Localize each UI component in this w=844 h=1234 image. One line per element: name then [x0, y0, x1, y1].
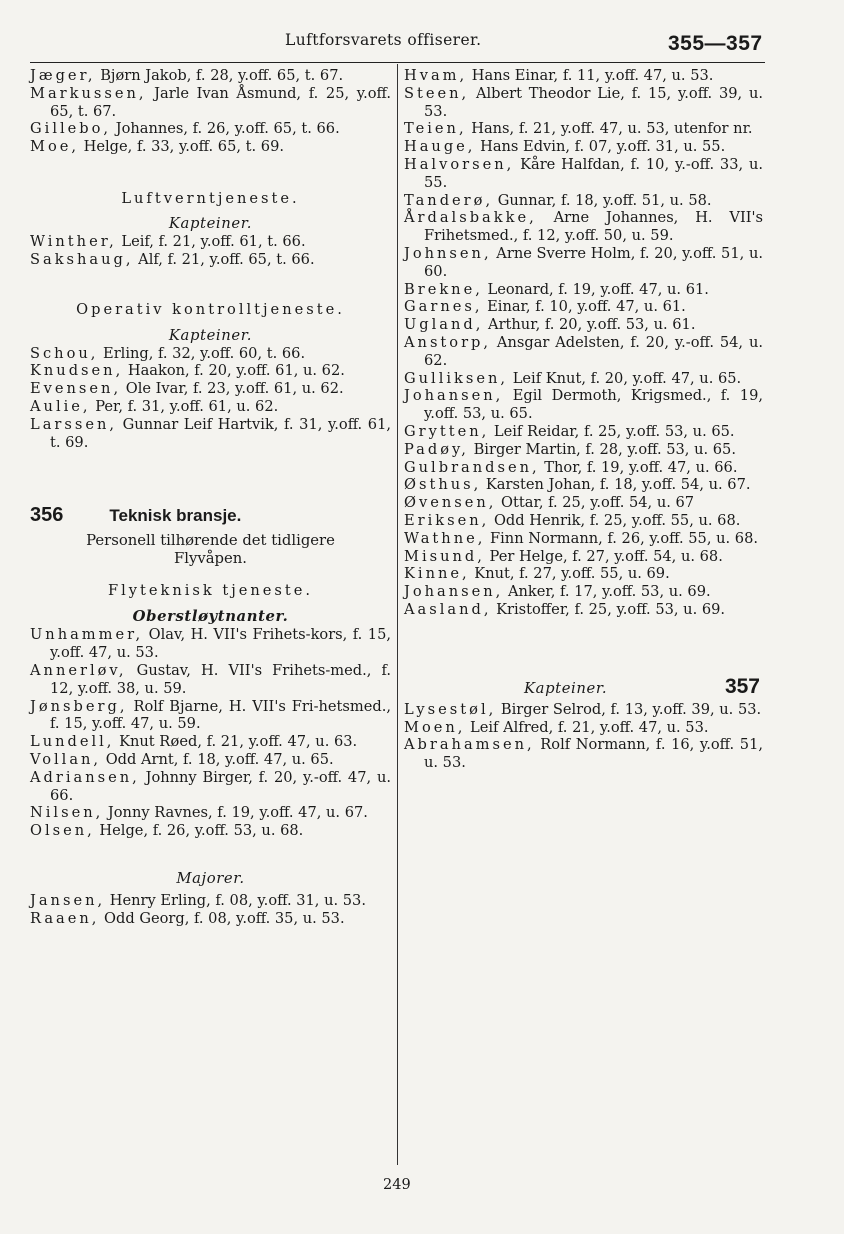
list-item: Jansen, Henry Erling, f. 08, y.off. 31, u. 53.: [30, 891, 366, 909]
list-item: Ugland, Arthur, f. 20, y.off. 53, u. 61.: [404, 316, 696, 334]
list-item: Padøy, Birger Martin, f. 28, y.off. 53, u. 65.: [404, 440, 736, 458]
right-column: [404, 67, 763, 772]
list-item: Abrahamsen, Rolf Normann, f. 16, y.off. 51, u. 53.: [404, 736, 763, 772]
list-item: Steen, Albert Theodor Lie, f. 15, y.off. 39, u. 53.: [404, 84, 763, 120]
list-item: Annerløv, Gustav, H. VII's Frihets-med., f. 12, y.off. 38, u. 59.: [30, 661, 391, 697]
list-item: Moe, Helge, f. 33, y.off. 65, t. 69.: [30, 138, 285, 156]
section-357-heading: [404, 675, 763, 701]
list-item: Årdalsbakke, Arne Johannes, H. VII's Frihetsmed., f. 12, y.off. 50, u. 59.: [404, 209, 763, 245]
list-item: Hauge, Hans Edvin, f. 07, y.off. 31, u. 55.: [404, 138, 726, 156]
list-item: Markussen, Jarle Ivan Åsmund, f. 25, y.off. 65, t. 67.: [30, 84, 391, 120]
list-item: Brekne, Leonard, f. 19, y.off. 47, u. 61.: [404, 280, 709, 298]
rank-heading: Kapteiner.: [168, 326, 253, 344]
list-item: Tanderø, Gunnar, f. 18, y.off. 51, u. 58.: [404, 191, 712, 209]
list-item: Larssen, Gunnar Leif Hartvik, f. 31, y.off. 61, t. 69.: [30, 415, 391, 451]
list-item: Nilsen, Jonny Ravnes, f. 19, y.off. 47, u. 67.: [30, 804, 368, 822]
list-item: Gulbrandsen, Thor, f. 19, y.off. 47, u. 66.: [404, 458, 738, 476]
operativ-entries: [30, 345, 391, 452]
section-number: 357: [724, 674, 760, 698]
list-item: Unhammer, Olav, H. VII's Frihets-kors, f. 15, y.off. 47, u. 53.: [30, 626, 391, 662]
rank-heading: Oberstløytnanter.: [132, 608, 289, 626]
list-item: Halvorsen, Kåre Halfdan, f. 10, y.-off. 33, u. 55.: [404, 155, 763, 191]
list-item: Gulliksen, Leif Knut, f. 20, y.off. 47, u. 65.: [404, 369, 742, 387]
list-item: Olsen, Helge, f. 26, y.off. 53, u. 68.: [30, 822, 304, 840]
luftvern-entries: [30, 233, 391, 269]
rank-heading: Kapteiner.: [524, 679, 608, 697]
running-header-title: Luftforsvarets offiserer.: [285, 31, 482, 49]
list-item: Gillebo, Johannes, f. 26, y.off. 65, t. 66.: [30, 120, 340, 138]
column-divider: [397, 64, 398, 1165]
list-item: Sakshaug, Alf, f. 21, y.off. 65, t. 66.: [30, 250, 315, 268]
list-item: Johansen, Anker, f. 17, y.off. 53, u. 69.: [404, 583, 711, 601]
list-item: Vollan, Odd Arnt, f. 18, y.off. 47, u. 65.: [30, 750, 334, 768]
list-item: Moen, Leif Alfred, f. 21, y.off. 47, u. 53.: [404, 718, 709, 736]
top-entries: [30, 67, 391, 156]
right-entries: [404, 67, 763, 619]
list-item: Raaen, Odd Georg, f. 08, y.off. 35, u. 53.: [30, 909, 345, 927]
list-item: Øvensen, Ottar, f. 25, y.off. 54, u. 67: [404, 494, 695, 512]
list-item: Jæger, Bjørn Jakob, f. 28, y.off. 65, t. 67.: [30, 67, 344, 84]
section-heading-operativ: Operativ kontrolltjeneste.: [76, 300, 345, 318]
list-item: Wathne, Finn Normann, f. 26, y.off. 55, u. 68.: [404, 529, 758, 547]
list-item: Schou, Erling, f. 32, y.off. 60, t. 66.: [30, 344, 306, 362]
list-item: Johansen, Egil Dermoth, Krigsmed., f. 19, y.off. 53, u. 65.: [404, 387, 763, 423]
list-item: Anstorp, Ansgar Adelsten, f. 20, y.-off. 54, u. 62.: [404, 333, 763, 369]
section-heading-flyteknisk: Flyteknisk tjeneste.: [107, 582, 314, 600]
list-item: Teien, Hans, f. 21, y.off. 47, u. 53, utenfor nr.: [404, 120, 753, 138]
rank-heading: Kapteiner.: [168, 214, 253, 232]
list-item: Johnsen, Arne Sverre Holm, f. 20, y.off. 51, u. 60.: [404, 244, 763, 280]
list-item: Adriansen, Johnny Birger, f. 20, y.-off. 47, u. 66.: [30, 768, 391, 804]
list-item: Knudsen, Haakon, f. 20, y.off. 61, u. 62.: [30, 362, 345, 380]
oberst-entries: [30, 626, 391, 840]
list-item: Lysestøl, Birger Selrod, f. 13, y.off. 39, u. 53.: [404, 700, 762, 718]
list-item: Aasland, Kristoffer, f. 25, y.off. 53, u. 69.: [404, 600, 726, 618]
major-entries: [30, 892, 391, 928]
list-item: Eriksen, Odd Henrik, f. 25, y.off. 55, u. 68.: [404, 511, 741, 529]
list-item: Østhus, Karsten Johan, f. 18, y.off. 54, u. 67.: [404, 476, 751, 494]
header-rule: [30, 62, 765, 63]
list-item: Lundell, Knut Røed, f. 21, y.off. 47, u. 63.: [30, 733, 358, 751]
list-item: Kinne, Knut, f. 27, y.off. 55, u. 69.: [404, 565, 670, 583]
page-number: 249: [383, 1177, 411, 1193]
list-item: Grytten, Leif Reidar, f. 25, y.off. 53, u. 65.: [404, 422, 735, 440]
list-item: Hvam, Hans Einar, f. 11, y.off. 47, u. 53.: [404, 67, 714, 84]
list-item: Garnes, Einar, f. 10, y.off. 47, u. 61.: [404, 298, 686, 316]
list-item: Jønsberg, Rolf Bjarne, H. VII's Fri-hetsmed., f. 15, y.off. 47, u. 59.: [30, 697, 391, 733]
list-item: Misund, Per Helge, f. 27, y.off. 54, u. 68.: [404, 547, 723, 565]
section-357-entries: [404, 701, 763, 772]
left-column: [30, 67, 391, 928]
list-item: Evensen, Ole Ivar, f. 23, y.off. 61, u. 62.: [30, 380, 344, 398]
running-header-section-range: 355—357: [668, 32, 763, 55]
section-heading-luftvern: Luftverntjeneste.: [121, 189, 300, 207]
section-356-heading: [30, 503, 391, 528]
rank-heading: Majorer.: [176, 869, 245, 887]
section-number: 356: [30, 504, 64, 527]
section-intro: Personell tilhørende det tidligere Flyvåpen.: [86, 532, 335, 568]
list-item: Winther, Leif, f. 21, y.off. 61, t. 66.: [30, 232, 306, 250]
list-item: Aulie, Per, f. 31, y.off. 61, u. 62.: [30, 397, 279, 415]
section-title: Teknisk bransje.: [109, 506, 242, 526]
